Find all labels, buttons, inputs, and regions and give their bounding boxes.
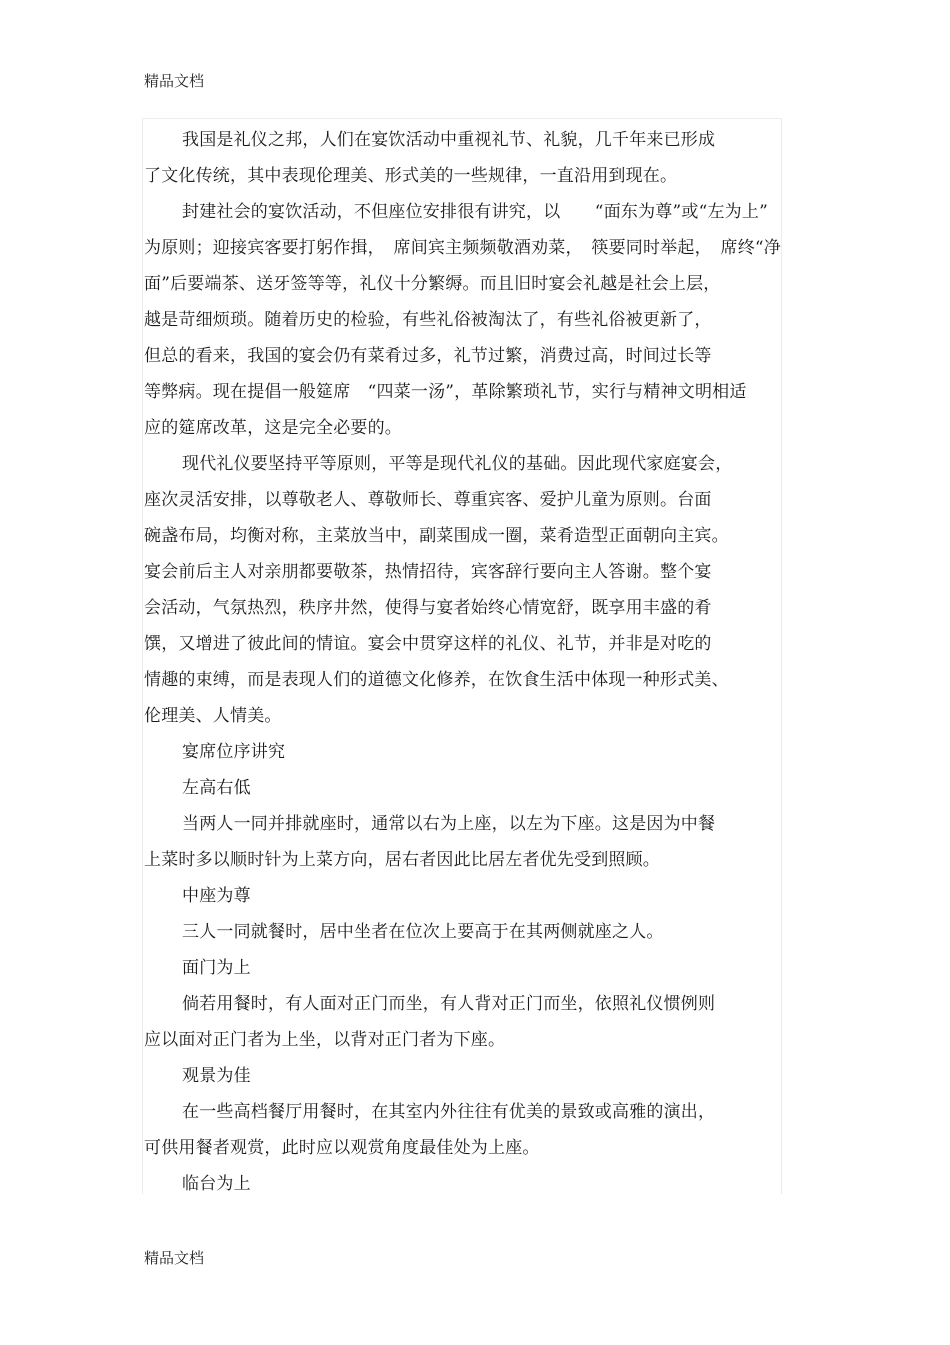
- text-line: 伦理美、人情美。: [144, 706, 282, 726]
- text-line: 应以面对正门者为上坐，以背对正门者为下座。: [144, 1030, 506, 1050]
- text-line: 应的筵席改革，这是完全必要的。: [144, 418, 402, 438]
- page-header-label: 精品文档: [144, 72, 205, 90]
- text-line: 现代礼仪要坚持平等原则，平等是现代礼仪的基础。因此现代家庭宴会，: [182, 454, 733, 474]
- text-line: 三人一同就餐时，居中坐者在位次上要高于在其两侧就座之人。: [182, 922, 664, 942]
- text-line: 左高右低: [182, 778, 251, 798]
- text-line: 越是苛细烦琐。随着历史的检验，有些礼俗被淘汰了，有些礼俗被更新了，: [144, 310, 712, 330]
- text-line: 为原则；迎接宾客要打躬作揖， 席间宾主频频敬酒劝菜， 筷要同时举起， 席终“净: [144, 238, 781, 258]
- text-line: 座次灵活安排，以尊敬老人、尊敬师长、尊重宾客、爱护儿童为原则。台面: [144, 490, 712, 510]
- text-line: 封建社会的宴饮活动，不但座位安排很有讲究，以 “面东为尊”或“左为上”: [182, 202, 768, 222]
- text-line: 碗盏布局，均衡对称，主菜放当中，副菜围成一圈，菜肴造型正面朝向主宾。: [144, 526, 729, 546]
- text-line: 情趣的束缚，而是表现人们的道德文化修养，在饮食生活中体现一种形式美、: [144, 670, 729, 690]
- text-line: 面”后要端茶、送牙签等等，礼仪十分繁缛。而且旧时宴会礼越是社会上层，: [144, 274, 721, 294]
- text-line: 观景为佳: [182, 1066, 251, 1086]
- page-footer-label: 精品文档: [144, 1249, 205, 1267]
- text-line: 宴会前后主人对亲朋都要敬茶，热情招待，宾客辞行要向主人答谢。整个宴: [144, 562, 712, 582]
- document-body: [144, 122, 784, 1202]
- text-line: 我国是礼仪之邦，人们在宴饮活动中重视礼节、礼貌，几千年来已形成: [182, 130, 716, 150]
- text-line: 当两人一同并排就座时，通常以右为上座，以左为下座。这是因为中餐: [182, 814, 716, 834]
- text-line: 会活动，气氛热烈，秩序井然，使得与宴者始终心情宽舒，既享用丰盛的肴: [144, 598, 712, 618]
- text-line: 但总的看来，我国的宴会仍有菜肴过多，礼节过繁，消费过高，时间过长等: [144, 346, 712, 366]
- text-line: 在一些高档餐厅用餐时，在其室内外往往有优美的景致或高雅的演出，: [182, 1102, 716, 1122]
- text-line: 倘若用餐时，有人面对正门而坐，有人背对正门而坐，依照礼仪惯例则: [182, 994, 716, 1014]
- text-line: 上菜时多以顺时针为上菜方向，居右者因此比居左者优先受到照顾。: [144, 850, 660, 870]
- text-line: 宴席位序讲究: [182, 742, 286, 762]
- text-line: 馔，又增进了彼此间的情谊。宴会中贯穿这样的礼仪、礼节，并非是对吃的: [144, 634, 712, 654]
- text-line: 中座为尊: [182, 886, 251, 906]
- text-line: 等弊病。现在提倡一般筵席 “四菜一汤”，革除繁琐礼节，实行与精神文明相适: [144, 382, 747, 402]
- text-line: 临台为上: [182, 1174, 251, 1194]
- text-line: 可供用餐者观赏，此时应以观赏角度最佳处为上座。: [144, 1138, 540, 1158]
- text-line: 了文化传统，其中表现伦理美、形式美的一些规律，一直沿用到现在。: [144, 166, 678, 186]
- text-line: 面门为上: [182, 958, 251, 978]
